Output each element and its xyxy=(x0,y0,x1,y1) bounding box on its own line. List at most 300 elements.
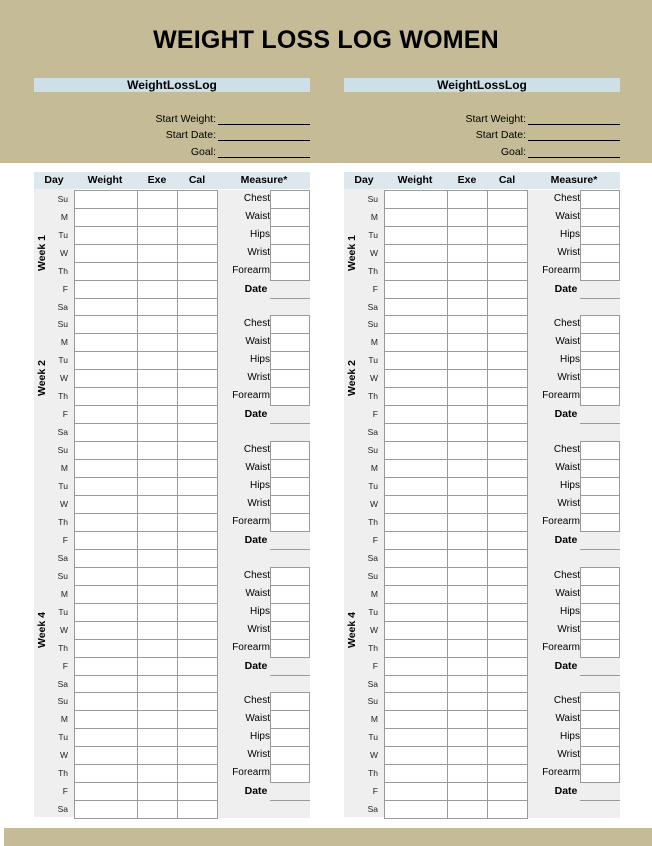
weight-cell[interactable] xyxy=(384,495,448,514)
exercise-cell[interactable] xyxy=(447,764,488,783)
exercise-cell[interactable] xyxy=(447,603,488,622)
day-label: W xyxy=(369,750,378,761)
exercise-cell[interactable] xyxy=(447,657,488,676)
calorie-cell[interactable] xyxy=(177,621,218,640)
weight-cell[interactable] xyxy=(74,746,138,765)
weight-cell[interactable] xyxy=(74,585,138,604)
day-label: Sa xyxy=(57,301,68,312)
calorie-cell[interactable] xyxy=(177,495,218,514)
week-label: Week 4 xyxy=(346,611,358,648)
exercise-cell[interactable] xyxy=(447,315,488,334)
calorie-cell[interactable] xyxy=(177,549,218,568)
measure-input[interactable] xyxy=(270,639,310,658)
date-input[interactable] xyxy=(270,280,310,299)
exercise-cell[interactable] xyxy=(137,746,178,765)
weight-cell[interactable] xyxy=(384,423,448,442)
weight-cell[interactable] xyxy=(384,477,448,496)
exercise-cell[interactable] xyxy=(447,477,488,496)
weight-cell[interactable] xyxy=(384,639,448,658)
header-field-input[interactable] xyxy=(218,157,310,158)
exercise-cell[interactable] xyxy=(137,710,178,729)
calorie-cell[interactable] xyxy=(177,387,218,406)
weight-cell[interactable] xyxy=(384,764,448,783)
calorie-cell[interactable] xyxy=(177,585,218,604)
calorie-cell[interactable] xyxy=(487,226,528,245)
calorie-cell[interactable] xyxy=(177,208,218,227)
exercise-cell[interactable] xyxy=(137,782,178,801)
measure-input[interactable] xyxy=(580,315,620,334)
exercise-cell[interactable] xyxy=(447,728,488,747)
exercise-cell[interactable] xyxy=(447,549,488,568)
measure-input[interactable] xyxy=(270,477,310,496)
exercise-cell[interactable] xyxy=(137,585,178,604)
date-label: Date xyxy=(554,282,578,295)
weight-cell[interactable] xyxy=(384,333,448,352)
calorie-cell[interactable] xyxy=(177,657,218,676)
calorie-cell[interactable] xyxy=(177,244,218,263)
day-label: W xyxy=(369,498,378,509)
exercise-cell[interactable] xyxy=(447,692,488,711)
calorie-cell[interactable] xyxy=(487,728,528,747)
exercise-cell[interactable] xyxy=(447,405,488,424)
measure-input[interactable] xyxy=(270,764,310,783)
calorie-cell[interactable] xyxy=(177,298,218,317)
calorie-cell[interactable] xyxy=(177,280,218,299)
date-input[interactable] xyxy=(270,782,310,801)
calorie-cell[interactable] xyxy=(487,621,528,640)
exercise-cell[interactable] xyxy=(137,513,178,532)
weight-cell[interactable] xyxy=(384,387,448,406)
measure-input[interactable] xyxy=(580,190,620,209)
calorie-cell[interactable] xyxy=(487,459,528,478)
measure-input[interactable] xyxy=(580,208,620,227)
calorie-cell[interactable] xyxy=(487,639,528,658)
measure-input[interactable] xyxy=(270,387,310,406)
measure-input[interactable] xyxy=(270,351,310,370)
measure-input[interactable] xyxy=(580,477,620,496)
weight-cell[interactable] xyxy=(384,513,448,532)
weight-cell[interactable] xyxy=(384,675,448,694)
date-input[interactable] xyxy=(270,405,310,424)
weight-cell[interactable] xyxy=(384,710,448,729)
exercise-cell[interactable] xyxy=(137,208,178,227)
exercise-cell[interactable] xyxy=(447,190,488,209)
exercise-cell[interactable] xyxy=(447,621,488,640)
exercise-cell[interactable] xyxy=(447,226,488,245)
header-field-label: Start Date: xyxy=(475,129,526,141)
exercise-cell[interactable] xyxy=(137,567,178,586)
exercise-cell[interactable] xyxy=(137,675,178,694)
measure-input[interactable] xyxy=(580,387,620,406)
measure-input[interactable] xyxy=(580,513,620,532)
measure-input[interactable] xyxy=(270,603,310,622)
calorie-cell[interactable] xyxy=(487,800,528,819)
weight-cell[interactable] xyxy=(74,603,138,622)
weight-cell[interactable] xyxy=(74,639,138,658)
exercise-cell[interactable] xyxy=(137,405,178,424)
date-label: Date xyxy=(244,408,268,421)
date-input[interactable] xyxy=(580,531,620,550)
calorie-cell[interactable] xyxy=(487,603,528,622)
calorie-cell[interactable] xyxy=(177,190,218,209)
exercise-cell[interactable] xyxy=(447,531,488,550)
weight-cell[interactable] xyxy=(384,441,448,460)
calorie-cell[interactable] xyxy=(487,710,528,729)
exercise-cell[interactable] xyxy=(137,603,178,622)
exercise-cell[interactable] xyxy=(447,639,488,658)
measure-input[interactable] xyxy=(270,369,310,388)
exercise-cell[interactable] xyxy=(137,764,178,783)
day-label: Th xyxy=(368,642,378,653)
measure-input[interactable] xyxy=(270,495,310,514)
weight-cell[interactable] xyxy=(384,782,448,801)
weight-cell[interactable] xyxy=(384,351,448,370)
weight-cell[interactable] xyxy=(384,657,448,676)
calorie-cell[interactable] xyxy=(487,441,528,460)
weight-cell[interactable] xyxy=(384,244,448,263)
weight-cell[interactable] xyxy=(74,459,138,478)
weight-cell[interactable] xyxy=(74,800,138,819)
measure-input[interactable] xyxy=(580,459,620,478)
calorie-cell[interactable] xyxy=(487,513,528,532)
calorie-cell[interactable] xyxy=(487,244,528,263)
calorie-cell[interactable] xyxy=(487,764,528,783)
weight-cell[interactable] xyxy=(74,298,138,317)
day-label: Tu xyxy=(58,355,68,366)
measure-input[interactable] xyxy=(270,441,310,460)
weight-cell[interactable] xyxy=(384,208,448,227)
weight-cell[interactable] xyxy=(74,477,138,496)
date-input[interactable] xyxy=(580,782,620,801)
exercise-cell[interactable] xyxy=(447,441,488,460)
weight-cell[interactable] xyxy=(384,621,448,640)
header-field-input[interactable] xyxy=(218,140,310,141)
calorie-cell[interactable] xyxy=(487,333,528,352)
weight-cell[interactable] xyxy=(384,800,448,819)
exercise-cell[interactable] xyxy=(137,351,178,370)
calorie-cell[interactable] xyxy=(177,531,218,550)
weight-cell[interactable] xyxy=(74,405,138,424)
day-label: F xyxy=(372,660,378,671)
date-label: Date xyxy=(244,282,268,295)
calorie-cell[interactable] xyxy=(487,782,528,801)
calorie-cell[interactable] xyxy=(177,692,218,711)
day-label: Tu xyxy=(368,480,378,491)
calorie-cell[interactable] xyxy=(487,190,528,209)
measure-input[interactable] xyxy=(580,692,620,711)
weight-cell[interactable] xyxy=(74,333,138,352)
measure-input[interactable] xyxy=(580,710,620,729)
weight-cell[interactable] xyxy=(384,585,448,604)
date-label: Date xyxy=(554,533,578,546)
exercise-cell[interactable] xyxy=(447,351,488,370)
measure-input[interactable] xyxy=(270,513,310,532)
weight-cell[interactable] xyxy=(384,280,448,299)
calorie-cell[interactable] xyxy=(177,477,218,496)
header-field-input[interactable] xyxy=(218,124,310,125)
weight-cell[interactable] xyxy=(74,764,138,783)
weight-cell[interactable] xyxy=(384,190,448,209)
measure-input[interactable] xyxy=(270,244,310,263)
weight-cell[interactable] xyxy=(384,262,448,281)
calorie-cell[interactable] xyxy=(177,513,218,532)
calorie-cell[interactable] xyxy=(487,746,528,765)
day-label: Su xyxy=(57,444,68,455)
exercise-cell[interactable] xyxy=(447,208,488,227)
weight-cell[interactable] xyxy=(74,280,138,299)
weight-cell[interactable] xyxy=(74,495,138,514)
calorie-cell[interactable] xyxy=(487,387,528,406)
weight-cell[interactable] xyxy=(74,710,138,729)
exercise-cell[interactable] xyxy=(447,280,488,299)
exercise-cell[interactable] xyxy=(137,262,178,281)
calorie-cell[interactable] xyxy=(177,262,218,281)
calorie-cell[interactable] xyxy=(487,262,528,281)
calorie-cell[interactable] xyxy=(177,782,218,801)
exercise-cell[interactable] xyxy=(137,280,178,299)
exercise-cell[interactable] xyxy=(137,315,178,334)
exercise-cell[interactable] xyxy=(137,692,178,711)
calorie-cell[interactable] xyxy=(487,567,528,586)
weight-cell[interactable] xyxy=(74,190,138,209)
exercise-cell[interactable] xyxy=(137,531,178,550)
weight-cell[interactable] xyxy=(74,226,138,245)
calorie-cell[interactable] xyxy=(487,585,528,604)
measure-input[interactable] xyxy=(580,567,620,586)
weight-cell[interactable] xyxy=(74,513,138,532)
calorie-cell[interactable] xyxy=(177,459,218,478)
measure-input[interactable] xyxy=(580,746,620,765)
day-label: F xyxy=(372,283,378,294)
weight-cell[interactable] xyxy=(384,226,448,245)
exercise-cell[interactable] xyxy=(447,675,488,694)
exercise-cell[interactable] xyxy=(447,423,488,442)
weight-cell[interactable] xyxy=(384,692,448,711)
measure-input[interactable] xyxy=(270,262,310,281)
weight-cell[interactable] xyxy=(384,369,448,388)
exercise-cell[interactable] xyxy=(137,441,178,460)
exercise-cell[interactable] xyxy=(447,800,488,819)
calorie-cell[interactable] xyxy=(177,369,218,388)
weight-cell[interactable] xyxy=(384,746,448,765)
weight-cell[interactable] xyxy=(74,262,138,281)
calorie-cell[interactable] xyxy=(487,423,528,442)
exercise-cell[interactable] xyxy=(447,513,488,532)
calorie-cell[interactable] xyxy=(177,423,218,442)
header-field-input[interactable] xyxy=(528,140,620,141)
measure-input[interactable] xyxy=(270,333,310,352)
exercise-cell[interactable] xyxy=(447,387,488,406)
exercise-cell[interactable] xyxy=(137,549,178,568)
measure-input[interactable] xyxy=(580,495,620,514)
exercise-cell[interactable] xyxy=(137,495,178,514)
measure-input[interactable] xyxy=(270,692,310,711)
measure-input[interactable] xyxy=(580,351,620,370)
weight-cell[interactable] xyxy=(74,387,138,406)
measure-label: Forearm xyxy=(542,264,580,276)
date-input[interactable] xyxy=(270,531,310,550)
measure-input[interactable] xyxy=(580,728,620,747)
calorie-cell[interactable] xyxy=(177,764,218,783)
calorie-cell[interactable] xyxy=(177,351,218,370)
calorie-cell[interactable] xyxy=(177,639,218,658)
calorie-cell[interactable] xyxy=(177,315,218,334)
weight-cell[interactable] xyxy=(74,621,138,640)
exercise-cell[interactable] xyxy=(447,710,488,729)
weight-cell[interactable] xyxy=(74,692,138,711)
measure-input[interactable] xyxy=(270,728,310,747)
date-input[interactable] xyxy=(270,657,310,676)
measure-input[interactable] xyxy=(270,585,310,604)
calorie-cell[interactable] xyxy=(487,675,528,694)
calorie-cell[interactable] xyxy=(177,441,218,460)
measure-input[interactable] xyxy=(580,603,620,622)
measure-input[interactable] xyxy=(270,315,310,334)
weight-cell[interactable] xyxy=(384,405,448,424)
weight-cell[interactable] xyxy=(74,531,138,550)
measure-input[interactable] xyxy=(270,746,310,765)
calorie-cell[interactable] xyxy=(487,692,528,711)
calorie-cell[interactable] xyxy=(487,549,528,568)
calorie-cell[interactable] xyxy=(177,675,218,694)
measure-input[interactable] xyxy=(580,262,620,281)
weight-cell[interactable] xyxy=(384,315,448,334)
exercise-cell[interactable] xyxy=(447,262,488,281)
day-label: Tu xyxy=(368,606,378,617)
calorie-cell[interactable] xyxy=(487,280,528,299)
weight-cell[interactable] xyxy=(384,567,448,586)
measure-input[interactable] xyxy=(270,208,310,227)
date-label: Date xyxy=(244,785,268,798)
calorie-cell[interactable] xyxy=(487,208,528,227)
calorie-cell[interactable] xyxy=(487,495,528,514)
calorie-cell[interactable] xyxy=(177,800,218,819)
measure-input[interactable] xyxy=(580,369,620,388)
measure-input[interactable] xyxy=(270,226,310,245)
measure-input[interactable] xyxy=(270,710,310,729)
exercise-cell[interactable] xyxy=(137,226,178,245)
calorie-cell[interactable] xyxy=(487,351,528,370)
calorie-cell[interactable] xyxy=(487,369,528,388)
measure-input[interactable] xyxy=(270,567,310,586)
measure-input[interactable] xyxy=(580,585,620,604)
weight-cell[interactable] xyxy=(74,208,138,227)
measure-input[interactable] xyxy=(580,226,620,245)
exercise-cell[interactable] xyxy=(447,298,488,317)
measure-label: Hips xyxy=(249,605,270,617)
calorie-cell[interactable] xyxy=(487,477,528,496)
exercise-cell[interactable] xyxy=(137,298,178,317)
date-input[interactable] xyxy=(580,405,620,424)
calorie-cell[interactable] xyxy=(177,603,218,622)
weight-cell[interactable] xyxy=(74,351,138,370)
weight-cell[interactable] xyxy=(74,675,138,694)
exercise-cell[interactable] xyxy=(137,369,178,388)
exercise-cell[interactable] xyxy=(137,657,178,676)
header-field-input[interactable] xyxy=(528,157,620,158)
date-input[interactable] xyxy=(580,280,620,299)
day-label: Su xyxy=(367,193,378,204)
calorie-cell[interactable] xyxy=(487,315,528,334)
exercise-cell[interactable] xyxy=(447,244,488,263)
calorie-cell[interactable] xyxy=(177,728,218,747)
measure-label: Wrist xyxy=(557,623,580,635)
weight-cell[interactable] xyxy=(74,423,138,442)
day-label: W xyxy=(59,750,68,761)
exercise-cell[interactable] xyxy=(137,800,178,819)
exercise-cell[interactable] xyxy=(137,190,178,209)
weight-cell[interactable] xyxy=(74,441,138,460)
exercise-cell[interactable] xyxy=(137,387,178,406)
calorie-cell[interactable] xyxy=(487,405,528,424)
weight-cell[interactable] xyxy=(384,531,448,550)
measure-input[interactable] xyxy=(580,621,620,640)
exercise-cell[interactable] xyxy=(447,782,488,801)
calorie-cell[interactable] xyxy=(177,333,218,352)
measure-input[interactable] xyxy=(580,639,620,658)
calorie-cell[interactable] xyxy=(177,567,218,586)
weight-cell[interactable] xyxy=(74,782,138,801)
weight-cell[interactable] xyxy=(384,603,448,622)
weight-cell[interactable] xyxy=(74,315,138,334)
exercise-cell[interactable] xyxy=(137,459,178,478)
exercise-cell[interactable] xyxy=(137,333,178,352)
weight-cell[interactable] xyxy=(384,459,448,478)
weight-cell[interactable] xyxy=(384,728,448,747)
measure-input[interactable] xyxy=(270,459,310,478)
exercise-cell[interactable] xyxy=(137,728,178,747)
weight-cell[interactable] xyxy=(384,298,448,317)
calorie-cell[interactable] xyxy=(487,657,528,676)
measure-input[interactable] xyxy=(580,441,620,460)
exercise-cell[interactable] xyxy=(137,621,178,640)
calorie-cell[interactable] xyxy=(487,298,528,317)
calorie-cell[interactable] xyxy=(177,746,218,765)
exercise-cell[interactable] xyxy=(137,244,178,263)
exercise-cell[interactable] xyxy=(137,639,178,658)
exercise-cell[interactable] xyxy=(137,477,178,496)
exercise-cell[interactable] xyxy=(447,333,488,352)
weight-cell[interactable] xyxy=(384,549,448,568)
measure-input[interactable] xyxy=(580,333,620,352)
calorie-cell[interactable] xyxy=(487,531,528,550)
exercise-cell[interactable] xyxy=(447,567,488,586)
measure-input[interactable] xyxy=(270,190,310,209)
weight-cell[interactable] xyxy=(74,567,138,586)
measure-label: Waist xyxy=(245,587,270,599)
exercise-cell[interactable] xyxy=(447,746,488,765)
header-field-input[interactable] xyxy=(528,124,620,125)
measure-input[interactable] xyxy=(270,621,310,640)
weight-cell[interactable] xyxy=(74,728,138,747)
measure-input[interactable] xyxy=(580,764,620,783)
calorie-cell[interactable] xyxy=(177,710,218,729)
weight-cell[interactable] xyxy=(74,369,138,388)
measure-label: Waist xyxy=(555,336,580,348)
exercise-cell[interactable] xyxy=(447,495,488,514)
weight-cell[interactable] xyxy=(74,657,138,676)
date-input[interactable] xyxy=(580,657,620,676)
exercise-cell[interactable] xyxy=(447,585,488,604)
calorie-cell[interactable] xyxy=(177,405,218,424)
weight-cell[interactable] xyxy=(74,549,138,568)
exercise-cell[interactable] xyxy=(447,459,488,478)
calorie-cell[interactable] xyxy=(177,226,218,245)
exercise-cell[interactable] xyxy=(137,423,178,442)
measure-input[interactable] xyxy=(580,244,620,263)
exercise-cell[interactable] xyxy=(447,369,488,388)
weight-cell[interactable] xyxy=(74,244,138,263)
